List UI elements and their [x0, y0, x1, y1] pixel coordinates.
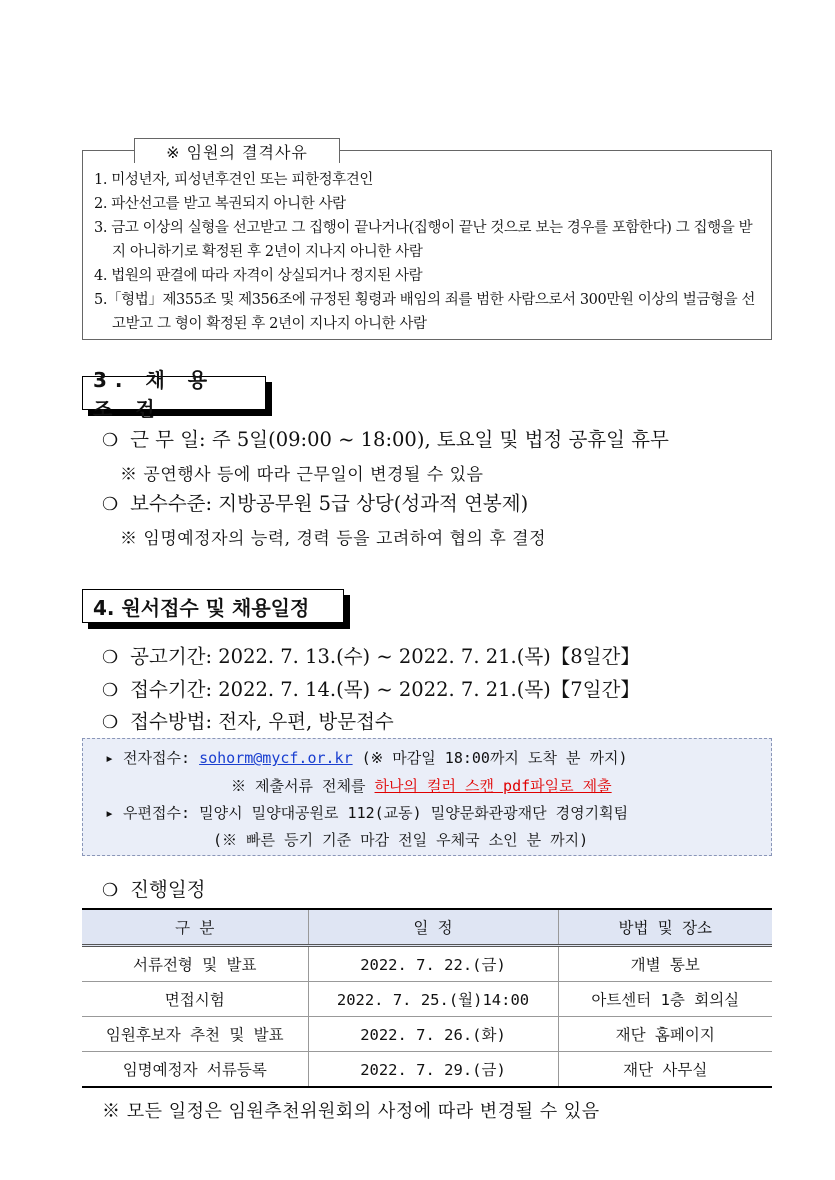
list-item: 2. 파산선고를 받고 복권되지 아니한 사람 — [94, 196, 346, 212]
postal-note: (※ 빠른 등기 기준 마감 전일 우체국 소인 분 까지) — [213, 831, 589, 849]
circle-bullet-icon: ❍ — [102, 647, 119, 668]
postal-application: ▸ 우편접수: 밀양시 밀양대공원로 112(교동) 밀양문화관광재단 경영기획팀 — [105, 804, 629, 822]
table-cell: 재단 사무실 — [558, 1052, 772, 1088]
schedule-table — [82, 908, 772, 1088]
circle-bullet-icon: ❍ — [102, 680, 119, 701]
section-4-heading: 4. 원서접수 및 채용일정 — [82, 589, 344, 623]
salary-text: 보수수준: 지방공무원 5급 상당(성과적 연봉제) — [130, 492, 529, 515]
table-cell: 2022. 7. 29.(금) — [308, 1052, 558, 1088]
column-header: 구 분 — [82, 909, 308, 946]
salary-note: ※ 임명예정자의 능력, 경력 등을 고려하여 협의 후 결정 — [120, 529, 546, 549]
disqualification-title: ※ 임원의 결격사유 — [134, 138, 340, 163]
table-row — [82, 982, 772, 1017]
table-cell: 개별 통보 — [558, 946, 772, 982]
schedule-label-line — [102, 874, 206, 902]
table-row — [82, 946, 772, 982]
circle-bullet-icon: ❍ — [102, 430, 119, 451]
receipt-period-line — [102, 674, 640, 702]
table-row — [82, 1017, 772, 1052]
list-item: 4. 법원의 판결에 따라 자격이 상실되거나 정지된 사람 — [94, 268, 423, 284]
notice-period-text: 공고기간: 2022. 7. 13.(수) ~ 2022. 7. 21.(목)【8일간】 — [130, 645, 640, 668]
table-cell: 2022. 7. 25.(월)14:00 — [308, 982, 558, 1017]
table-cell: 서류전형 및 발표 — [82, 946, 308, 982]
list-item: 3. 금고 이상의 실형을 선고받고 그 집행이 끝나거나(집행이 끝난 것으로 보는 경우를 포함한다) 그 집행을 받지 아니하기로 확정된 후 2년이 지나지 아니한 사람 — [94, 220, 753, 260]
table-header-row — [82, 909, 772, 946]
work-days-note: ※ 공연행사 등에 따라 근무일이 변경될 수 있음 — [120, 465, 484, 485]
table-cell: 임명예정자 서류등록 — [82, 1052, 308, 1088]
email-link[interactable]: sohorm@mycf.or.kr — [199, 749, 353, 767]
circle-bullet-icon: ❍ — [102, 880, 119, 901]
submission-prefix: ※ 제출서류 전체를 — [231, 777, 375, 795]
list-item: 1. 미성년자, 피성년후견인 또는 피한정후견인 — [94, 172, 374, 188]
receipt-period-text: 접수기간: 2022. 7. 14.(목) ~ 2022. 7. 21.(목)【7일간】 — [130, 678, 640, 701]
submission-note — [231, 775, 612, 796]
table-cell: 임원후보자 추천 및 발표 — [82, 1017, 308, 1052]
salary-line — [102, 488, 528, 516]
circle-bullet-icon: ❍ — [102, 494, 119, 515]
table-cell: 아트센터 1층 회의실 — [558, 982, 772, 1017]
table-cell: 면접시험 — [82, 982, 308, 1017]
schedule-label: 진행일정 — [130, 878, 206, 901]
electronic-application — [105, 747, 628, 768]
table-cell: 재단 홈페이지 — [558, 1017, 772, 1052]
work-days-line — [102, 424, 669, 452]
notice-period-line — [102, 641, 640, 669]
receipt-method-text: 접수방법: 전자, 우편, 방문접수 — [130, 710, 394, 733]
schedule-footer-note: ※ 모든 일정은 임원추천위원회의 사정에 따라 변경될 수 있음 — [102, 1101, 600, 1122]
table-row — [82, 1052, 772, 1088]
application-box — [82, 738, 772, 856]
electronic-deadline: (※ 마감일 18:00까지 도착 분 까지) — [352, 749, 628, 767]
column-header: 방법 및 장소 — [558, 909, 772, 946]
list-item: 5.「형법」제355조 및 제356조에 규정된 횡령과 배임의 죄를 범한 사람으로서 300만원 이상의 벌금형을 선고받고 그 형이 확정된 후 2년이 지나지 아니한 사람 — [94, 292, 756, 332]
disqualification-list — [94, 168, 762, 336]
circle-bullet-icon: ❍ — [102, 712, 119, 733]
receipt-method-line — [102, 706, 394, 734]
column-header: 일 정 — [308, 909, 558, 946]
section-3-heading: 3. 채 용 조 건 — [82, 376, 266, 410]
work-days-text: 근 무 일: 주 5일(09:00 ~ 18:00), 토요일 및 법정 공휴일 휴무 — [130, 428, 669, 451]
table-cell: 2022. 7. 26.(화) — [308, 1017, 558, 1052]
electronic-label: ▸ 전자접수: — [105, 749, 200, 767]
submission-highlight: 하나의 컬러 스캔 pdf파일로 제출 — [374, 777, 612, 795]
table-cell: 2022. 7. 22.(금) — [308, 946, 558, 982]
